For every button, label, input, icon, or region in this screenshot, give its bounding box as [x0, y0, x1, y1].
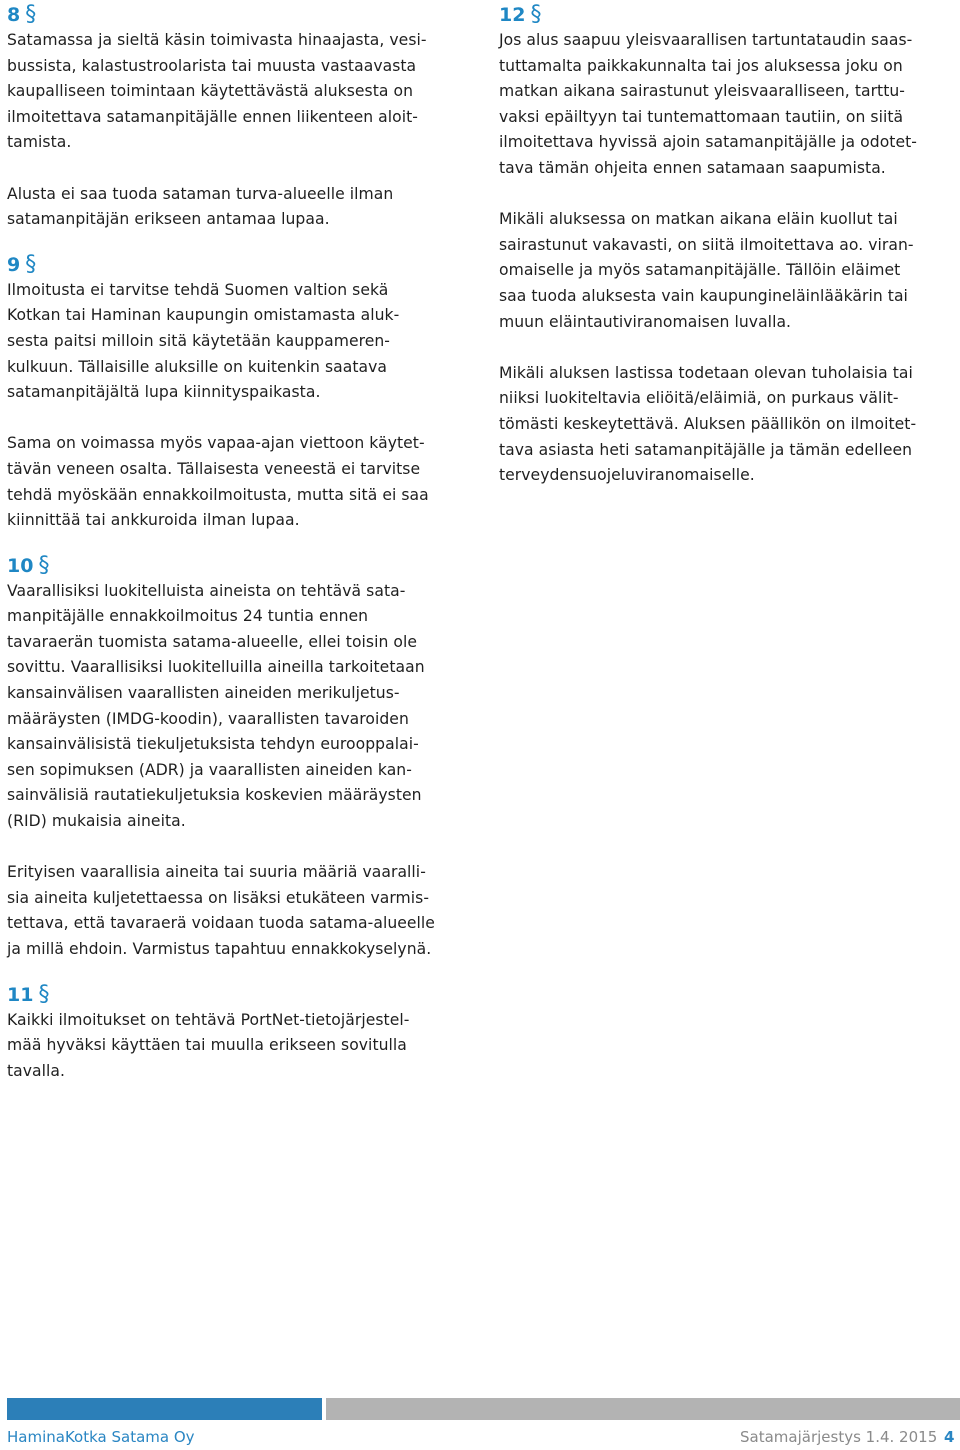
section-number: 8 — [7, 4, 21, 26]
section-heading — [499, 2, 954, 28]
left-column — [7, 2, 477, 1084]
section-number: 12 — [499, 4, 526, 26]
footer-page-number: 4 — [944, 1428, 955, 1446]
footer-document-title: Satamajärjestys 1.4. 2015 — [740, 1428, 938, 1446]
section-heading — [7, 982, 477, 1008]
paragraph: Sama on voimassa myös vapaa-ajan viettoon käytet- tävän veneen osalta. Tällaisesta veneestä ei tarvitse tehdä myöskään ennakkoilmoitusta, mutta sitä ei saa kiinnittää tai ankkuroida ilman lupaa. — [7, 434, 429, 530]
section-11 — [7, 982, 477, 1085]
section-sign-icon: § — [25, 251, 37, 277]
right-column — [499, 2, 954, 489]
section-heading — [7, 553, 477, 579]
section-12 — [499, 2, 954, 489]
paragraph: Alusta ei saa tuoda sataman turva-alueelle ilman satamanpitäjän erikseen antamaa lupaa. — [7, 184, 394, 229]
section-9 — [7, 252, 477, 534]
paragraph: Kaikki ilmoitukset on tehtävä PortNet-tietojärjestel- mää hyväksi käyttäen tai muulla erikseen sovitulla tavalla. — [7, 1010, 410, 1080]
section-sign-icon: § — [38, 552, 50, 578]
section-10 — [7, 553, 477, 963]
section-sign-icon: § — [530, 2, 542, 27]
section-number: 11 — [7, 983, 34, 1006]
footer-bar-gray — [326, 1398, 960, 1420]
paragraph: Mikäli aluksessa on matkan aikana eläin kuollut tai sairastunut vakavasti, on siitä ilmoitettava ao. viran- omaiselle ja myös satamanpitäjälle. Tällöin eläimet saa tuoda aluksesta vain kaupungineläinlääkärin tai muun eläintautiviranomaisen luvalla. — [499, 210, 914, 331]
paragraph: Erityisen vaarallisia aineita tai suuria määriä vaaralli- sia aineita kuljetettaessa on lisäksi etukäteen varmis- tettava, että tavaraerä voidaan tuoda satama-alueelle ja millä ehdoin. Varmistus tapahtuu ennakkokyselynä. — [7, 863, 435, 958]
section-heading — [7, 2, 477, 28]
section-number: 10 — [7, 554, 34, 577]
footer-bar-accent — [7, 1398, 322, 1420]
section-sign-icon: § — [38, 981, 50, 1007]
section-sign-icon: § — [25, 2, 37, 27]
paragraph: Vaarallisiksi luokitelluista aineista on tehtävä sata- manpitäjälle ennakkoilmoitus 24 tuntia ennen tavaraerän tuomista satama-alueelle, ellei toisin ole sovittu. Vaarallisiksi luokitelluilla aineilla tarkoitetaan kansainvälisen vaarallisten aineiden merikuljetus- määräysten (IMDG-koodin), vaarallisten tavaroiden kansainvälisistä tiekuljetuksista tehdyn eurooppalai- sen sopimuksen (ADR) ja vaarallisten aineiden kan- sainvälisiä rautatiekuljetuksia koskevien määräysten (RID) mukaisia aineita. — [7, 581, 425, 831]
paragraph: Ilmoitusta ei tarvitse tehdä Suomen valtion sekä Kotkan tai Haminan kaupungin omistamasta aluk- sesta paitsi milloin sitä käytetään kauppameren- kulkuun. Tällaisille aluksille on kuitenkin saatava satamanpitäjältä lupa kiinnityspaikasta. — [7, 280, 400, 402]
footer-company: HaminaKotka Satama Oy — [7, 1428, 195, 1446]
section-number: 9 — [7, 253, 21, 276]
section-8 — [7, 2, 477, 233]
paragraph: Mikäli aluksen lastissa todetaan olevan tuholaisia tai niiksi luokiteltavia eliöitä/eläimiä, on purkaus välit- tömästi keskeytettävä. Aluksen päällikön on ilmoitet- tava asiasta heti satamanpitäjälle ja tämän edelleen terveydensuojeluviranomaiselle. — [499, 363, 917, 485]
section-heading — [7, 252, 477, 278]
paragraph: Jos alus saapuu yleisvaarallisen tartuntataudin saas- tuttamalta paikkakunnalta tai jos aluksessa joku on matkan aikana sairastunut yleisvaaralliseen, tarttu- vaksi epäiltyyn tai tuntemattomaan tautiin, on siitä ilmoitettava hyvissä ajoin satamanpitäjälle ja odotet- tava tämän ohjeita ennen satamaan saapumista. — [499, 31, 917, 177]
paragraph: Satamassa ja sieltä käsin toimivasta hinaajasta, vesi- bussista, kalastustroolarista tai muusta vastaavasta kaupalliseen toimintaan käytettävästä aluksesta on ilmoitettava satamanpitäjälle ennen liikenteen aloit- tamista. — [7, 31, 427, 152]
